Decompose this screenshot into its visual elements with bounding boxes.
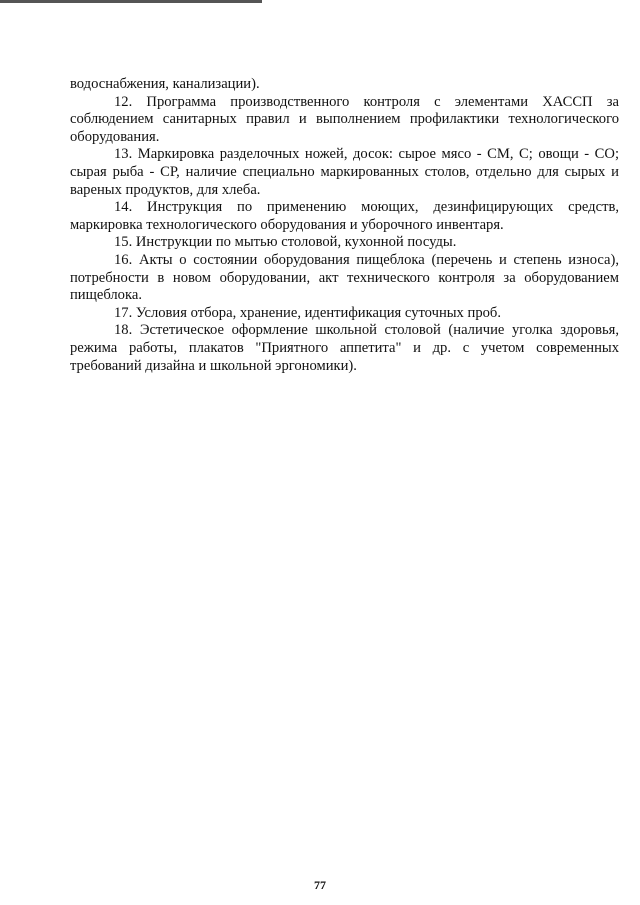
- list-item-16: 16. Акты о состоянии оборудования пищеблока (перечень и степень износа), потребности в новом оборудовании, акт технического контроля за оборудованием пищеблока.: [70, 251, 619, 304]
- list-item-17: 17. Условия отбора, хранение, идентификация суточных проб.: [114, 304, 501, 321]
- continuation-paragraph: водоснабжения, канализации).: [70, 76, 260, 92]
- list-item-15: 15. Инструкции по мытью столовой, кухонной посуды.: [114, 234, 457, 251]
- list-item-14: 14. Инструкция по применению моющих, дезинфицирующих средств, маркировка технологического оборудования и уборочного инвентаря.: [70, 199, 619, 233]
- list-item-18: 18. Эстетическое оформление школьной столовой (наличие уголка здоровья, режима работы, плакатов "Приятного аппетита" и др. с учетом современных требований дизайна и школьной эргономики).: [70, 322, 619, 374]
- list-item-13: 13. Маркировка разделочных ножей, досок: сырое мясо - СМ, С; овощи - СО; сырая рыба - СР, наличие специально маркированных столов, отдельно для сырых и вареных продуктов, для хлеба.: [70, 146, 619, 198]
- document-body: [70, 76, 619, 375]
- page-number: 77: [314, 878, 326, 892]
- top-rule: [0, 0, 262, 3]
- list-item-12: 12. Программа производственного контроля с элементами ХАССП за соблюдением санитарных правил и выполнением профилактики технологического оборудования.: [70, 93, 619, 145]
